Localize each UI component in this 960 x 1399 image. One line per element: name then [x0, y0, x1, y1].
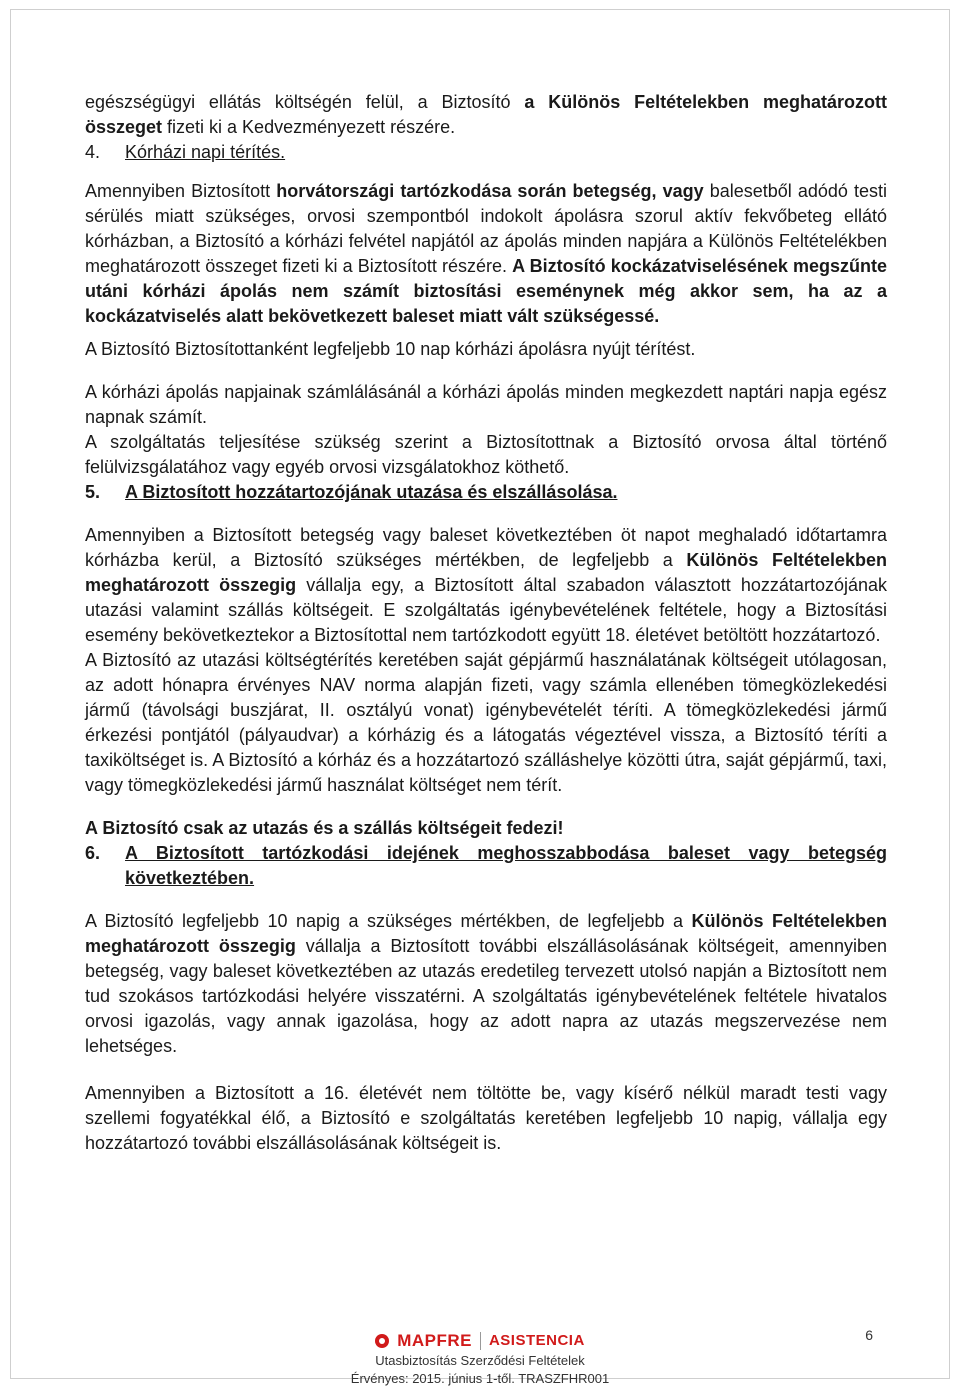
section-title: A Biztosított tartózkodási idejének meghosszabbodása baleset vagy betegség következtében.	[125, 843, 887, 888]
text-run-bold: Különös Feltételekben meghatározott összegig	[85, 550, 887, 595]
footer-validity: Érvényes: 2015. június 1-től. TRASZFHR001	[350, 1371, 610, 1386]
section-6-heading	[85, 841, 887, 891]
section-title: A Biztosított hozzátartozójának utazása és elszállásolása.	[125, 482, 618, 502]
section-title: Kórházi napi térítés.	[125, 142, 286, 162]
section-4-paragraph-4: A szolgáltatás teljesítése szükség szerint a Biztosítottnak a Biztosító orvosa által történő felülvizsgálatához vagy egyéb orvosi vizsgálatokhoz köthető.	[85, 432, 887, 477]
text-run: fizeti ki a Kedvezményezett részére.	[162, 117, 456, 137]
section-number: 5.	[85, 482, 101, 502]
section-number: 4.	[85, 142, 101, 162]
brand-name: MAPFRE	[397, 1331, 472, 1350]
section-4-paragraph-1	[85, 179, 887, 329]
intro-paragraph	[85, 90, 887, 140]
footer-title: Utasbiztosítás Szerződési Feltételek	[375, 1353, 585, 1368]
text-run: egészségügyi ellátás költségén felül, a Biztosító	[85, 92, 525, 112]
text-run-bold: a Különös Feltételekben meghatározott összeget	[85, 92, 887, 137]
text-run: A Biztosító legfeljebb 10 napig a szükséges mértékben, de legfeljebb a	[85, 911, 692, 931]
brand-subtitle: ASISTENCIA	[488, 1332, 585, 1349]
brand-logo	[11, 1332, 949, 1350]
section-4-heading	[85, 140, 887, 165]
text-run: vállalja egy, a Biztosított által szabadon választott hozzátartozójának utazási valamint szállás költségeit. E szolgáltatás igénybevételének feltétele, hogy a Biztosítási esemény bekövetkeztekor a Biztosítottal nem tartózkodott együtt 18. életévet betöltött hozzátartozó.	[85, 575, 887, 645]
section-6-paragraph-2: Amennyiben a Biztosított a 16. életévét nem töltötte be, vagy kísérő nélkül maradt testi vagy szellemi fogyatékkal élő, a Biztosító e szolgáltatás keretében legfeljebb 10 napig, vállalja egy hozzátartozó további elszállásolásának költségeit is.	[85, 1083, 887, 1153]
section-number: 6.	[85, 843, 101, 863]
document-page	[10, 9, 950, 1386]
document-body	[85, 90, 887, 1156]
logo-divider	[480, 1332, 481, 1350]
section-6-paragraph-1	[85, 909, 887, 1059]
section-5-paragraph-2: A Biztosító az utazási költségtérítés keretében saját gépjármű használatának költségeit utólagosan, az adott hónapra érvényes NAV norma alapján fizeti, vagy számla ellenében tömegközlekedési jármű (távolsági buszjárat, II. osztályú vonat) igénybevételét téríti. A tömegközlekedési jármű érkezési pontjától (pályaudvar) a kórházig és a látogatás végeztével vissza, a Biztosító téríti a taxiköltséget is. A Biztosító a kórház és a hozzátartozó szálláshelye közötti útra, saját gépjármű, taxi, vagy tömegközlekedési jármű használat költséget nem térít.	[85, 650, 887, 795]
footer	[11, 1332, 949, 1388]
mapfre-logo-icon	[375, 1334, 389, 1348]
text-run-bold: Különös Feltételekben meghatározott összegig	[85, 911, 887, 956]
section-5-paragraph-3: A Biztosító csak az utazás és a szállás költségeit fedezi!	[85, 818, 564, 838]
section-4-paragraph-3: A kórházi ápolás napjainak számlálásánál a kórházi ápolás minden megkezdett naptári napja egész napnak számít.	[85, 382, 887, 427]
section-4-paragraph-2: A Biztosító Biztosítottanként legfeljebb 10 nap kórházi ápolásra nyújt térítést.	[85, 339, 696, 359]
text-run: balesetből adódó testi sérülés miatt szükséges, orvosi szempontból indokolt ápolásra szorul aktív fekvőbeteg ellátó kórházban, a Biztosító a kórházi felvétel napjától az ápolás minden napjára a Különös Feltételékben meghatározott összeget fizeti ki a Biztosított részére.	[85, 181, 887, 276]
text-run: Amennyiben a Biztosított betegség vagy baleset következtében öt napot meghaladó időtartamra kórházba kerül, a Biztosító szükséges mértékben, de legfeljebb a	[85, 525, 887, 570]
text-run-bold: horvátországi tartózkodása során betegség, vagy	[276, 181, 704, 201]
text-run-bold: A Biztosító kockázatviselésének megszűnte utáni kórházi ápolás nem számít biztosítási eseménynek még akkor sem, ha az a kockázatviselés alatt bekövetkezett baleset miatt vált szükségessé.	[85, 256, 887, 326]
section-5-heading	[85, 480, 887, 505]
text-run: Amennyiben Biztosított	[85, 181, 277, 201]
section-5-paragraph-1	[85, 523, 887, 648]
page-number: 6	[865, 1327, 873, 1343]
text-run: vállalja a Biztosított további elszállásolásának költségeit, amennyiben betegség, vagy baleset következtében az utazás eredetileg tervezett utolsó napján a Biztosított nem tud szokásos tartózkodási helyére visszatérni. A szolgáltatás igénybevételének feltétele hivatalos orvosi igazolás, vagy annak igazolása, hogy az adott napra az utazás megszervezése nem lehetséges.	[85, 936, 887, 1056]
